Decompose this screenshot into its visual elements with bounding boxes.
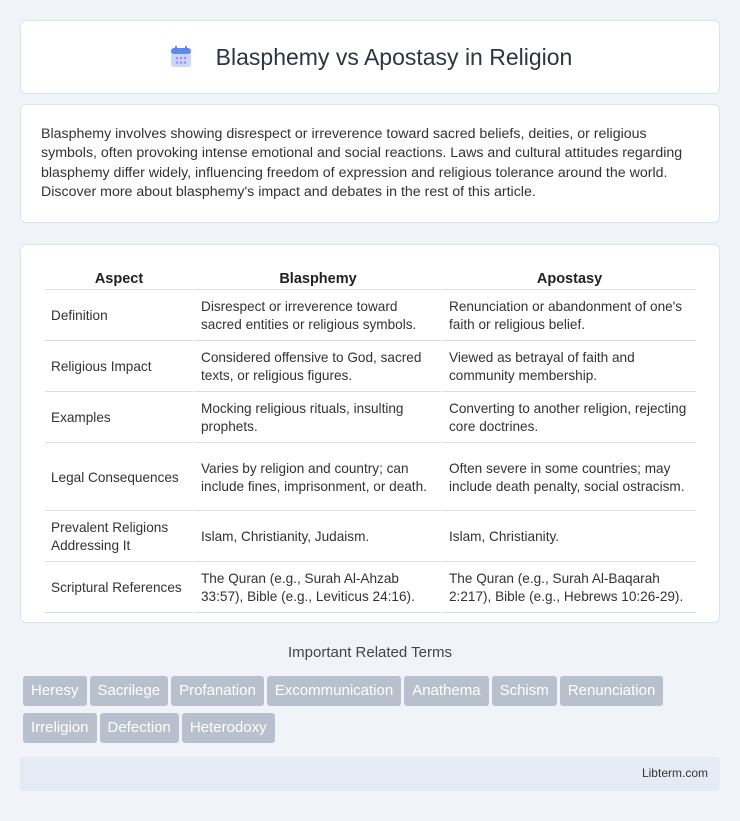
table-cell-blasphemy: Disrespect or irreverence toward sacred entities or religious symbols. xyxy=(195,292,441,341)
header-apostasy: Apostasy xyxy=(443,267,696,290)
table-cell-aspect: Examples xyxy=(45,394,193,443)
table-cell-aspect: Legal Consequences xyxy=(45,445,193,511)
tag-schism[interactable]: Schism xyxy=(492,676,557,706)
tag-excommunication[interactable]: Excommunication xyxy=(267,676,401,706)
tag-sacrilege[interactable]: Sacrilege xyxy=(90,676,169,706)
table-cell-apostasy: The Quran (e.g., Surah Al-Baqarah 2:217), Bible (e.g., Hebrews 10:26-29). xyxy=(443,564,696,613)
table-cell-apostasy: Converting to another religion, rejecting core doctrines. xyxy=(443,394,696,443)
table-cell-blasphemy: Varies by religion and country; can include fines, imprisonment, or death. xyxy=(195,445,441,511)
table-cell-blasphemy: Mocking religious rituals, insulting prophets. xyxy=(195,394,441,443)
table-row xyxy=(45,513,696,562)
table-row xyxy=(45,564,696,613)
table-cell-aspect: Religious Impact xyxy=(45,343,193,392)
table-cell-blasphemy: The Quran (e.g., Surah Al-Ahzab 33:57), Bible (e.g., Leviticus 24:16). xyxy=(195,564,441,613)
related-terms-title: Important Related Terms xyxy=(288,644,452,661)
table-cell-blasphemy: Considered offensive to God, sacred texts, or religious figures. xyxy=(195,343,441,392)
table-cell-blasphemy: Islam, Christianity, Judaism. xyxy=(195,513,441,562)
table-cell-aspect: Definition xyxy=(45,292,193,341)
table-row xyxy=(45,343,696,392)
comparison-table xyxy=(43,265,698,615)
tag-renunciation[interactable]: Renunciation xyxy=(560,676,664,706)
table-row xyxy=(45,445,696,511)
tag-profanation[interactable]: Profanation xyxy=(171,676,264,706)
page-title: Blasphemy vs Apostasy in Religion xyxy=(215,43,573,70)
related-tags xyxy=(23,676,723,750)
calendar-icon xyxy=(168,44,194,70)
footer-site-link[interactable]: Libterm.com xyxy=(641,766,708,780)
footer xyxy=(20,757,720,791)
related-terms-section xyxy=(0,644,740,661)
table-cell-aspect: Prevalent Religions Addressing It xyxy=(45,513,193,562)
tag-heresy[interactable]: Heresy xyxy=(23,676,87,706)
table-cell-aspect: Scriptural References xyxy=(45,564,193,613)
tag-heterodoxy[interactable]: Heterodoxy xyxy=(182,713,275,743)
tag-irreligion[interactable]: Irreligion xyxy=(23,713,97,743)
header-aspect: Aspect xyxy=(45,267,193,290)
header-blasphemy: Blasphemy xyxy=(195,267,441,290)
table-cell-apostasy: Often severe in some countries; may include death penalty, social ostracism. xyxy=(443,445,696,511)
tag-defection[interactable]: Defection xyxy=(100,713,179,743)
intro-text: Blasphemy involves showing disrespect or irreverence toward sacred beliefs, deities, or religious symbols, often provoking intense emotional and social reactions. Laws and cultural attitudes regarding blasphemy differ widely, influencing freedom of expression and religious tolerance around the world. Discover more about blasphemy's impact and debates in the rest of this article. xyxy=(41,126,683,201)
header-card xyxy=(20,20,720,94)
table-row xyxy=(45,394,696,443)
tag-anathema[interactable]: Anathema xyxy=(404,676,488,706)
table-header-row xyxy=(45,267,696,290)
table-cell-apostasy: Viewed as betrayal of faith and community membership. xyxy=(443,343,696,392)
table-row xyxy=(45,292,696,341)
intro-card xyxy=(20,104,720,223)
table-cell-apostasy: Renunciation or abandonment of one's faith or religious belief. xyxy=(443,292,696,341)
table-cell-apostasy: Islam, Christianity. xyxy=(443,513,696,562)
comparison-table-card xyxy=(20,244,720,623)
